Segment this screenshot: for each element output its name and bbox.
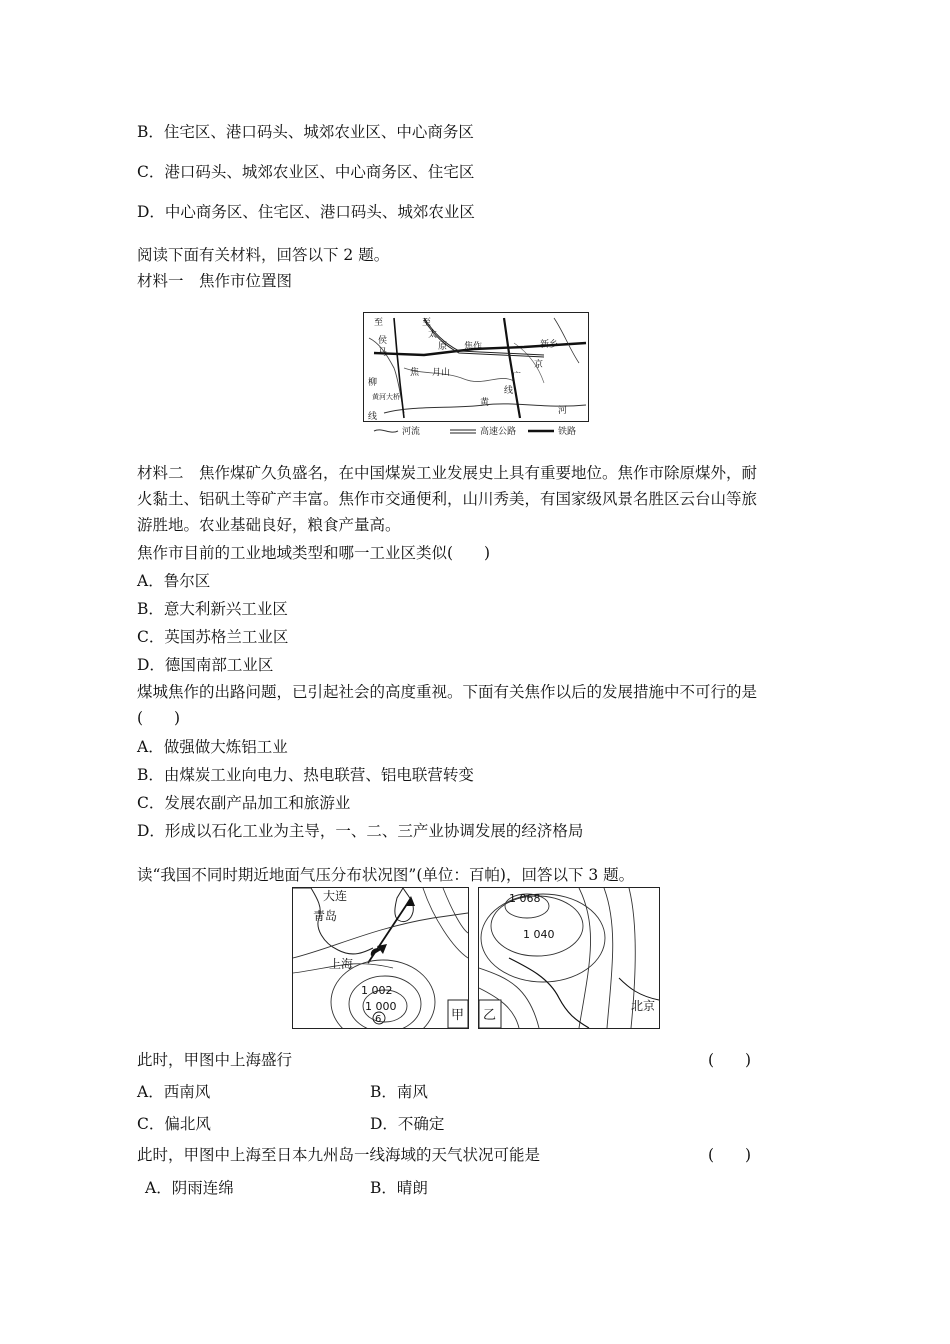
map1-label-xian: 线 [368, 412, 378, 421]
question-1-option-c: C．英国苏格兰工业区 [137, 628, 289, 646]
map1-label-liu: 柳 [368, 378, 378, 388]
jia-low-symbol: 6 [375, 1014, 382, 1025]
pressure-map-instruction: 读“我国不同时期近地面气压分布状况图”(单位：百帕)，回答以下 3 题。 [137, 866, 635, 884]
map1-label-ma: 马 [378, 348, 388, 358]
question-3-stem: 此时，甲图中上海盛行 [137, 1051, 293, 1069]
yi-panel-label: 乙 [483, 1008, 497, 1023]
question-1-option-d: D．德国南部工业区 [137, 656, 274, 674]
question-1-stem: 焦作市目前的工业地域类型和哪一工业区类似( ) [137, 544, 491, 562]
legend-railway: 铁路 [558, 427, 577, 437]
question-2-option-c: C．发展农副产品加工和旅游业 [137, 794, 351, 812]
question-1-option-b: B．意大利新兴工业区 [137, 600, 288, 618]
map1-label-xinxiang: 新乡 [540, 340, 559, 350]
jia-panel-label: 甲 [451, 1008, 465, 1023]
question-2-option-d: D．形成以石化工业为主导，一、二、三产业协调发展的经济格局 [137, 822, 584, 840]
map1-label-tai: 太 [428, 330, 438, 340]
question-3-option-b: B．南风 [370, 1083, 428, 1101]
map1-label-guang: 广 [512, 372, 522, 382]
map1-label-jiaozuo: 焦作 [464, 342, 483, 352]
question-4-blank: ( ) [708, 1146, 752, 1164]
map1-label-he: 河 [558, 406, 568, 416]
map1-label-bridge: 黄河大桥 [372, 393, 400, 401]
question-3-option-a: A．西南风 [137, 1083, 211, 1101]
map1-label-zhi: 至 [374, 318, 384, 328]
yi-label-1068: 1 068 [509, 892, 541, 905]
question-3-option-c: C．偏北风 [137, 1115, 211, 1133]
jia-label-qingdao: 青岛 [313, 909, 338, 923]
question-3-option-d: D．不确定 [370, 1115, 445, 1133]
question-4-option-b: B．晴朗 [370, 1179, 428, 1197]
question-1-option-a: A．鲁尔区 [137, 572, 211, 590]
question-2-option-b: B．由煤炭工业向电力、热电联营、铝电联营转变 [137, 766, 474, 784]
river-legend-icon [374, 430, 398, 432]
question-4-option-a: A．阴雨连绵 [145, 1179, 234, 1197]
material-two-line-2: 火黏土、铝矾土等矿产丰富。焦作市交通便利，山川秀美，有国家级风景名胜区云台山等旅 [137, 490, 758, 508]
map1-label-huang: 黄 [480, 398, 490, 408]
jia-label-1002: 1 002 [361, 984, 393, 997]
yi-label-beijing: 北京 [631, 999, 656, 1013]
map1-label-hou: 侯 [378, 336, 388, 346]
jia-label-shanghai: 上海 [329, 957, 354, 971]
reading-instruction: 阅读下面有关材料，回答以下 2 题。 [137, 246, 390, 264]
question-2-option-a: A．做强做大炼铝工业 [137, 738, 288, 756]
map1-label-yueshan: 月山 [432, 368, 451, 378]
map1-legend [372, 423, 592, 439]
jia-label-1000: 1 000 [365, 1000, 397, 1013]
map1-label-yuan: 原 [438, 342, 448, 352]
option-d: D．中心商务区、住宅区、港口码头、城郊农业区 [137, 203, 475, 221]
jia-label-dalian: 大连 [323, 889, 348, 903]
pressure-map-yi [478, 887, 660, 1029]
material-two-line-1: 材料二 焦作煤矿久负盛名，在中国煤炭工业发展史上具有重要地位。焦作市除原煤外，耐 [137, 464, 758, 482]
legend-river: 河流 [402, 427, 421, 437]
jiaozuo-location-map [363, 312, 589, 422]
material-two-line-3: 游胜地。农业基础良好，粮食产量高。 [137, 516, 401, 534]
material-one-title: 材料一 焦作市位置图 [137, 272, 293, 290]
question-2-stem-line-2: ( ) [137, 709, 181, 727]
yi-label-1040: 1 040 [523, 928, 555, 941]
question-3-blank: ( ) [708, 1051, 752, 1069]
option-b: B．住宅区、港口码头、城郊农业区、中心商务区 [137, 123, 474, 141]
map1-label-xian-2: 线 [504, 386, 514, 396]
legend-highway: 高速公路 [480, 427, 517, 437]
question-4-stem: 此时，甲图中上海至日本九州岛一线海域的天气状况可能是 [137, 1146, 541, 1164]
map1-label-jing: 京 [534, 360, 544, 370]
map1-label-zhi-2: 至 [422, 318, 432, 328]
option-c: C．港口码头、城郊农业区、中心商务区、住宅区 [137, 163, 475, 181]
map1-label-jiao: 焦 [410, 368, 420, 378]
pressure-map-jia [292, 887, 469, 1029]
question-2-stem-line-1: 煤城焦作的出路问题，已引起社会的高度重视。下面有关焦作以后的发展措施中不可行的是 [137, 683, 758, 701]
